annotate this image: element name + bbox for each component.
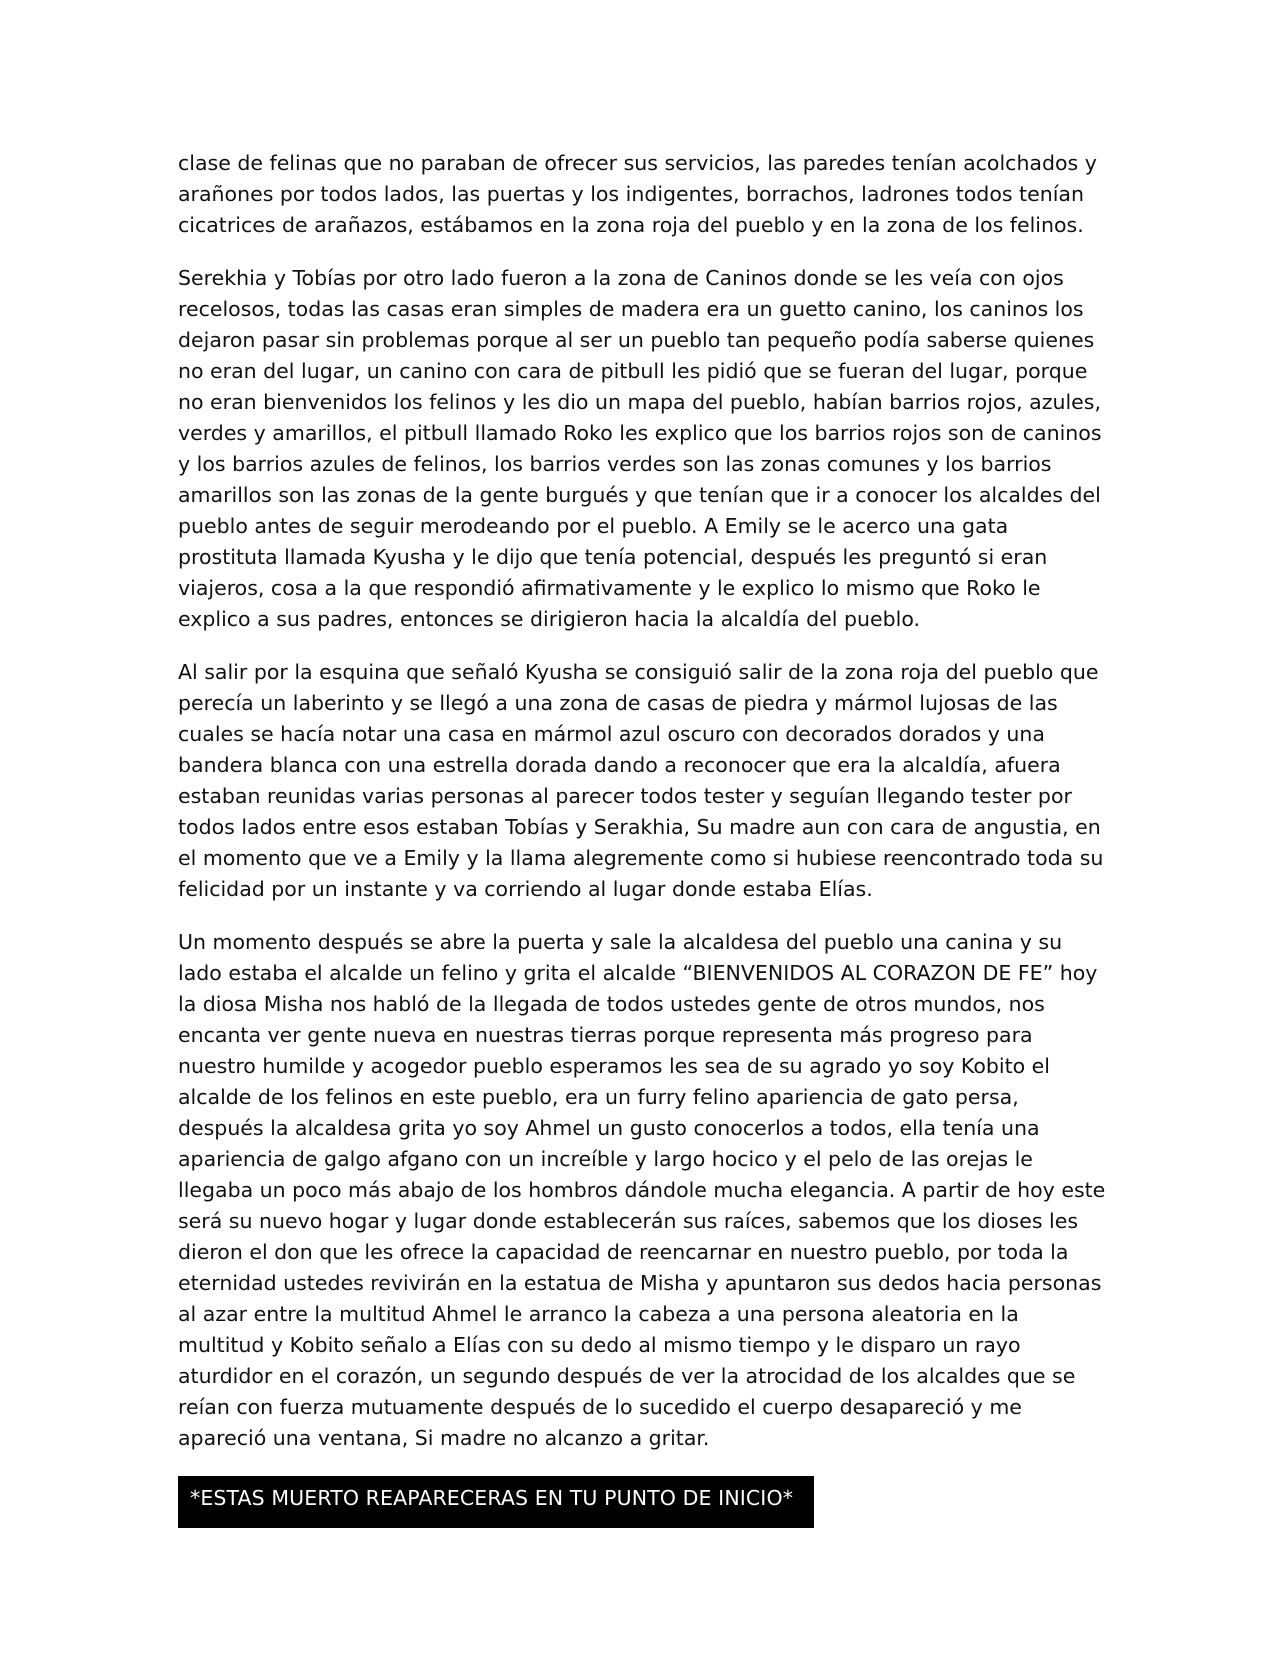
paragraph-4: Un momento después se abre la puerta y sale la alcaldesa del pueblo una canina y su lado estaba el alcalde un felino y grita el alcalde “BIENVENIDOS AL CORAZON DE FE” hoy la diosa Misha nos habló de la llegada de todos ustedes gente de otros mundos, nos encanta ver gente nueva en nuestras tierras porque representa más progreso para nuestro humilde y acogedor pueblo esperamos les sea de su agrado yo soy Kobito el alcalde de los felinos en este pueblo, era un furry felino apariencia de gato persa, después la alcaldesa grita yo soy Ahmel un gusto conocerlos a todos, ella tenía una apariencia de galgo afgano con un increíble y largo hocico y el pelo de las orejas le llegaba un poco más abajo de los hombros dándole mucha elegancia. A partir de hoy este será su nuevo hogar y lugar donde establecerán sus raíces, sabemos que los dioses les dieron el don que les ofrece la capacidad de reencarnar en nuestro pueblo, por toda la eternidad ustedes revivirán en la estatua de Misha y apuntaron sus dedos hacia personas al azar entre la multitud Ahmel le arranco la cabeza a una persona aleatoria en la multitud y Kobito señalo a Elías con su dedo al mismo tiempo y le disparo un rayo aturdidor en el corazón, un segundo después de ver la atrocidad de los alcaldes que se reían con fuerza mutuamente después de lo sucedido el cuerpo desapareció y me apareció una ventana, Si madre no alcanzo a gritar. <box>178 930 1106 1450</box>
paragraph-2: Serekhia y Tobías por otro lado fueron a la zona de Caninos donde se les veía con ojos recelosos, todas las casas eran simples de madera era un guetto canino, los caninos los dejaron pasar sin problemas porque al ser un pueblo tan pequeño podía saberse quienes no eran del lugar, un canino con cara de pitbull les pidió que se fueran del lugar, porque no eran bienvenidos los felinos y les dio un mapa del pueblo, habían barrios rojos, azules, verdes y amarillos, el pitbull llamado Roko les explico que los barrios rojos son de caninos y los barrios azules de felinos, los barrios verdes son las zonas comunes y los barrios amarillos son las zonas de la gente burgués y que tenían que ir a conocer los alcaldes del pueblo antes de seguir merodeando por el pueblo. A Emily se le acerco una gata prostituta llamada Kyusha y le dijo que tenía potencial, después les preguntó si eran viajeros, cosa a la que respondió afirmativamente y le explico lo mismo que Roko le explico a sus padres, entonces se dirigieron hacia la alcaldía del pueblo. <box>178 266 1102 631</box>
document-page <box>178 148 1108 1528</box>
death-notice-box: *ESTAS MUERTO REAPARECERAS EN TU PUNTO DE INICIO* <box>178 1476 814 1528</box>
paragraph-3: Al salir por la esquina que señaló Kyusha se consiguió salir de la zona roja del pueblo que perecía un laberinto y se llegó a una zona de casas de piedra y mármol lujosas de las cuales se hacía notar una casa en mármol azul oscuro con decorados dorados y una bandera blanca con una estrella dorada dando a reconocer que era la alcaldía, afuera estaban reunidas varias personas al parecer todos tester y seguían llegando tester por todos lados entre esos estaban Tobías y Serakhia, Su madre aun con cara de angustia, en el momento que ve a Emily y la llama alegremente como si hubiese reencontrado toda su felicidad por un instante y va corriendo al lugar donde estaba Elías. <box>178 660 1104 901</box>
paragraph-1: clase de felinas que no paraban de ofrecer sus servicios, las paredes tenían acolchados y arañones por todos lados, las puertas y los indigentes, borrachos, ladrones todos tenían cicatrices de arañazos, estábamos en la zona roja del pueblo y en la zona de los felinos. <box>178 151 1097 237</box>
